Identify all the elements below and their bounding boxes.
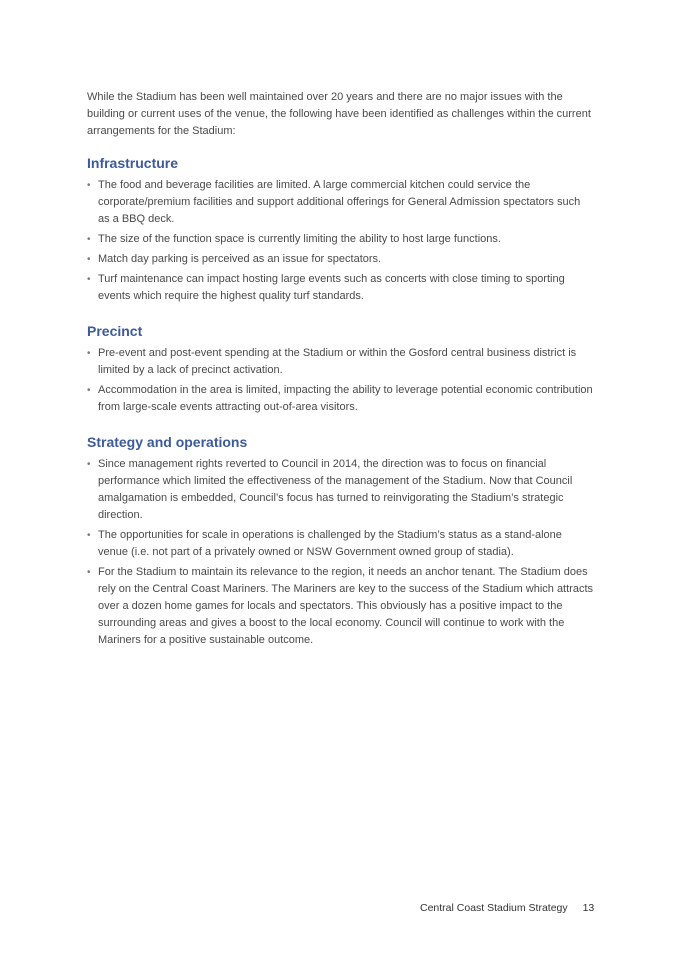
section-heading-precinct: Precinct	[87, 323, 143, 339]
page-number: 13	[582, 902, 595, 914]
list-item: • Match day parking is perceived as an issue for spectators.	[87, 251, 593, 268]
infrastructure-list	[87, 177, 593, 305]
list-item: • Accommodation in the area is limited, impacting the ability to leverage potential economic contribution from large-scale events attracting out-of-area visitors.	[87, 382, 593, 416]
list-item: • For the Stadium to maintain its relevance to the region, it needs an anchor tenant. The Stadium does rely on the Central Coast Mariners. The Mariners are key to the success of the Stadium which attracts over a dozen home games for locals and spectators. This obviously has a positive impact to the surrounding areas and gives a boost to the local economy. Council will continue to work with the Mariners for a positive sustainable outcome.	[87, 564, 593, 649]
precinct-list	[87, 345, 593, 416]
section-heading-strategy-operations: Strategy and operations	[87, 434, 248, 450]
list-item: • The size of the function space is currently limiting the ability to host large functions.	[87, 231, 593, 248]
intro-paragraph: While the Stadium has been well maintained over 20 years and there are no major issues with the building or current uses of the venue, the following have been identified as challenges within the current arrangements for the Stadium:	[87, 91, 591, 137]
strategy-operations-list	[87, 456, 593, 649]
list-item: • The opportunities for scale in operations is challenged by the Stadium’s status as a stand-alone venue (i.e. not part of a privately owned or NSW Government owned group of stadia).	[87, 527, 593, 561]
list-item: • Since management rights reverted to Council in 2014, the direction was to focus on financial performance which limited the effectiveness of the management of the Stadium. Now that Council amalgamation is embedded, Council’s focus has turned to reinvigorating the Stadium’s strategic direction.	[87, 456, 593, 524]
page-footer	[420, 902, 594, 914]
list-item: • The food and beverage facilities are limited. A large commercial kitchen could service the corporate/premium facilities and support additional offerings for General Admission spectators such as a BBQ deck.	[87, 177, 593, 228]
section-heading-infrastructure: Infrastructure	[87, 155, 179, 171]
list-item: • Pre-event and post-event spending at the Stadium or within the Gosford central business district is limited by a lack of precinct activation.	[87, 345, 593, 379]
list-item: • Turf maintenance can impact hosting large events such as concerts with close timing to sporting events which require the highest quality turf standards.	[87, 271, 593, 305]
footer-title: Central Coast Stadium Strategy	[420, 902, 568, 914]
page-content	[87, 89, 593, 666]
